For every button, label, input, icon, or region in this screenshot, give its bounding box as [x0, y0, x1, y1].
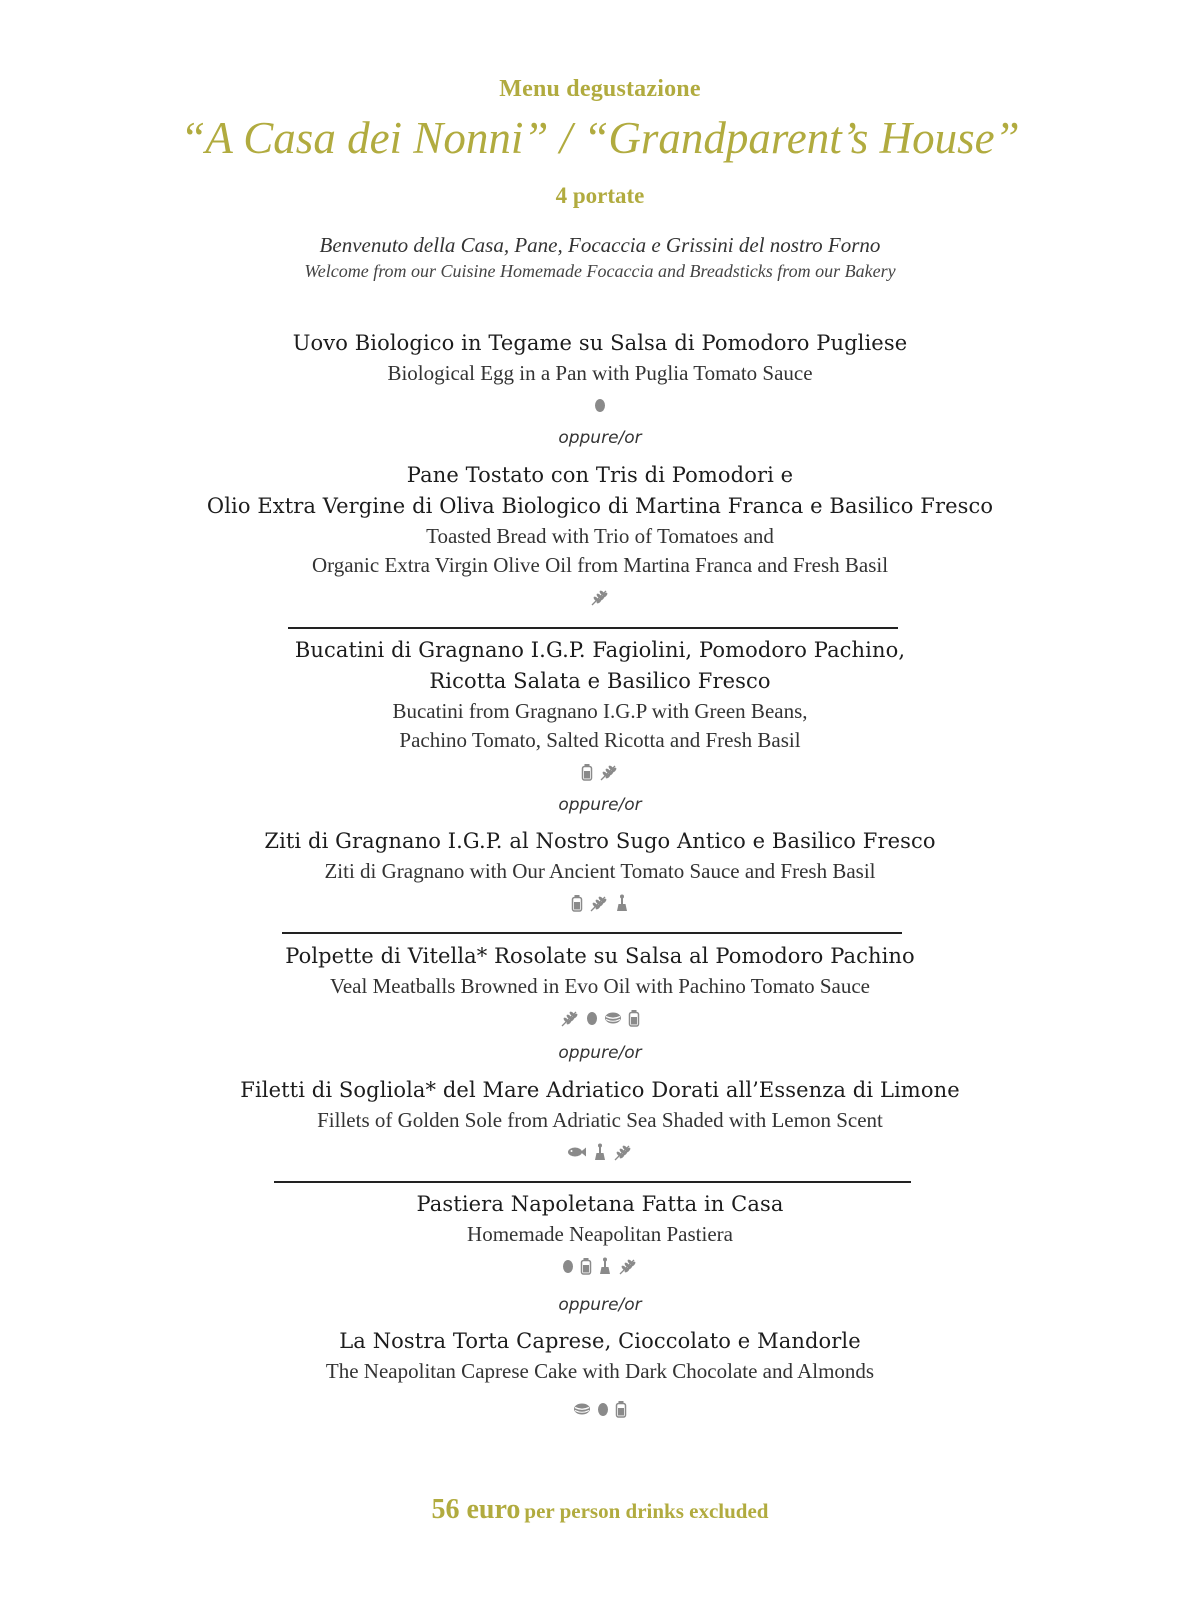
nut-icon — [604, 1011, 622, 1025]
dish-italian-name: Pastiera Napoletana Fatta in Casa — [416, 1192, 784, 1216]
dish-english-name: Organic Extra Virgin Olive Oil from Martina Franca and Fresh Basil — [311, 553, 889, 577]
celery-icon — [615, 894, 629, 912]
celery-icon — [598, 1257, 612, 1275]
dish-english-name: Homemade Neapolitan Pastiera — [467, 1222, 733, 1246]
allergen-icons — [0, 759, 1200, 785]
allergen-icons — [0, 1253, 1200, 1279]
egg-icon — [586, 1010, 598, 1026]
egg-icon — [597, 1401, 609, 1417]
celery-icon — [593, 1143, 607, 1161]
dish-english-name: Veal Meatballs Browned in Evo Oil with Pachino Tomato Sauce — [330, 974, 870, 998]
price-line — [0, 1494, 1200, 1526]
dish-ziti — [0, 826, 1200, 916]
milk-icon — [580, 1257, 592, 1275]
milk-icon — [581, 763, 593, 781]
dish-english-name: Biological Egg in a Pan with Puglia Tomato Sauce — [387, 361, 813, 385]
dish-italian-name: Uovo Biologico in Tegame su Salsa di Pomodoro Pugliese — [292, 331, 908, 355]
dish-italian-name: Pane Tostato con Tris di Pomodori e — [406, 463, 794, 487]
menu-header — [0, 74, 1200, 283]
dish-english-name: Toasted Bread with Trio of Tomatoes and — [426, 524, 774, 548]
dish-bucatini — [0, 635, 1200, 785]
dish-english-name: The Neapolitan Caprese Cake with Dark Chocolate and Almonds — [325, 1359, 875, 1383]
egg-icon — [562, 1258, 574, 1274]
or-label: oppure/or — [558, 428, 642, 448]
menu-title: “A Casa dei Nonni” / “Grandparent’s House” — [180, 113, 1020, 163]
dish-sole-fillets — [0, 1075, 1200, 1165]
milk-icon — [571, 894, 583, 912]
courses-count: 4 portate — [555, 183, 645, 208]
allergen-icons — [0, 1139, 1200, 1165]
allergen-icons — [0, 584, 1200, 610]
dish-italian-name: La Nostra Torta Caprese, Cioccolato e Mandorle — [339, 1329, 861, 1353]
dish-english-name: Fillets of Golden Sole from Adriatic Sea Shaded with Lemon Scent — [317, 1108, 883, 1132]
price-amount: 56 euro — [431, 1494, 521, 1525]
allergen-icons — [0, 392, 1200, 418]
dish-english-name: Pachino Tomato, Salted Ricotta and Fresh Basil — [399, 728, 801, 752]
milk-icon — [615, 1400, 627, 1418]
wheat-icon — [599, 763, 619, 781]
dish-toasted-bread — [0, 460, 1200, 610]
dish-italian-name: Polpette di Vitella* Rosolate su Salsa al Pomodoro Pachino — [285, 944, 915, 968]
nut-icon — [573, 1402, 591, 1416]
dish-english-name: Ziti di Gragnano with Our Ancient Tomato Sauce and Fresh Basil — [324, 859, 876, 883]
section-divider — [274, 1181, 911, 1183]
welcome-english: Welcome from our Cuisine Homemade Focaccia and Breadsticks from our Bakery — [304, 261, 896, 281]
dish-meatballs — [0, 941, 1200, 1031]
section-divider — [288, 627, 898, 629]
dish-torta-caprese — [0, 1326, 1200, 1422]
milk-icon — [628, 1009, 640, 1027]
welcome-italian: Benvenuto della Casa, Pane, Focaccia e Grissini del nostro Forno — [319, 233, 881, 257]
price-note: per person drinks excluded — [524, 1499, 769, 1523]
dish-italian-name: Ziti di Gragnano I.G.P. al Nostro Sugo Antico e Basilico Fresco — [264, 829, 936, 853]
section-divider — [282, 932, 902, 934]
dish-pastiera — [0, 1189, 1200, 1279]
dish-italian-name: Ricotta Salata e Basilico Fresco — [429, 669, 771, 693]
wheat-icon — [613, 1143, 633, 1161]
wheat-icon — [589, 894, 609, 912]
menu-label: Menu degustazione — [499, 76, 701, 102]
wheat-icon — [618, 1257, 638, 1275]
allergen-icons — [0, 1005, 1200, 1031]
wheat-icon — [590, 588, 610, 606]
or-label: oppure/or — [558, 1295, 642, 1315]
allergen-icons — [0, 1396, 1200, 1422]
dish-english-name: Bucatini from Gragnano I.G.P with Green Beans, — [392, 699, 808, 723]
or-label: oppure/or — [558, 1043, 642, 1063]
allergen-icons — [0, 890, 1200, 916]
dish-egg — [0, 328, 1200, 418]
fish-icon — [567, 1145, 587, 1159]
egg-icon — [594, 397, 606, 413]
dish-italian-name: Bucatini di Gragnano I.G.P. Fagiolini, Pomodoro Pachino, — [294, 638, 906, 662]
wheat-icon — [560, 1009, 580, 1027]
or-label: oppure/or — [558, 795, 642, 815]
dish-italian-name: Olio Extra Vergine di Oliva Biologico di Martina Franca e Basilico Fresco — [206, 494, 994, 518]
dish-italian-name: Filetti di Sogliola* del Mare Adriatico Dorati all’Essenza di Limone — [240, 1078, 960, 1102]
